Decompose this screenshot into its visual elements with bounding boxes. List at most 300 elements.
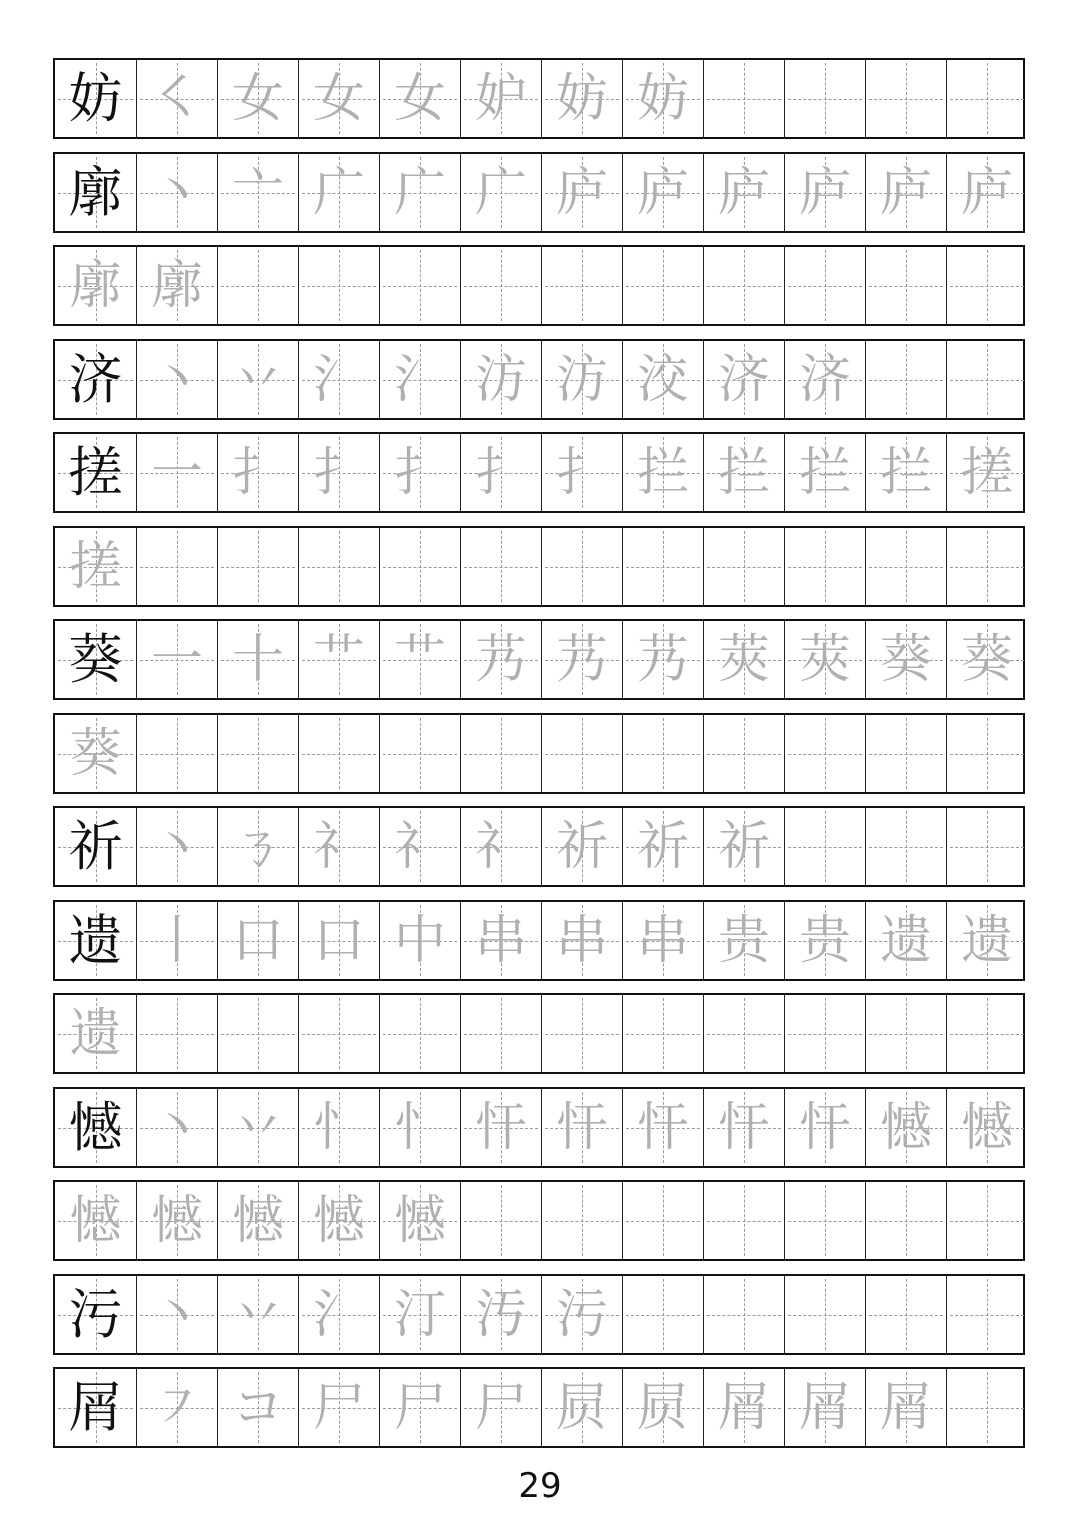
writing-cell[interactable]	[379, 1369, 460, 1446]
writing-cell[interactable]	[622, 60, 703, 137]
writing-cell[interactable]	[460, 154, 541, 231]
practice-row	[53, 619, 1025, 700]
character-glyph: 屃	[555, 1377, 608, 1438]
writing-cell[interactable]	[460, 1089, 541, 1166]
writing-cell[interactable]	[946, 1089, 1027, 1166]
writing-cell[interactable]	[217, 154, 298, 231]
writing-cell[interactable]	[865, 1369, 946, 1446]
writing-cell[interactable]	[217, 1182, 298, 1259]
character-glyph: 女	[393, 68, 446, 129]
writing-cell[interactable]	[136, 808, 217, 885]
writing-cell[interactable]	[946, 1369, 1027, 1446]
writing-cell[interactable]	[784, 1276, 865, 1353]
writing-cell[interactable]	[622, 1369, 703, 1446]
practice-row	[53, 900, 1025, 981]
writing-cell[interactable]	[865, 1089, 946, 1166]
character-glyph: 广	[393, 162, 446, 223]
character-glyph: 祈	[68, 814, 123, 878]
model-character-cell[interactable]	[55, 154, 136, 231]
character-glyph: 污	[68, 1282, 123, 1346]
writing-cell[interactable]	[379, 995, 460, 1072]
writing-cell[interactable]	[136, 1276, 217, 1353]
character-glyph: 扌	[312, 442, 365, 503]
character-glyph: 屃	[636, 1377, 689, 1438]
writing-cell[interactable]	[622, 1182, 703, 1259]
writing-cell[interactable]	[541, 1276, 622, 1353]
writing-cell[interactable]	[784, 808, 865, 885]
character-glyph: 忄	[312, 1097, 365, 1158]
character-glyph: 丶	[150, 816, 203, 877]
character-glyph: 十	[231, 629, 284, 690]
character-glyph: 礻	[393, 816, 446, 877]
writing-cell[interactable]	[703, 247, 784, 324]
writing-cell[interactable]	[865, 995, 946, 1072]
character-glyph: 艹	[312, 629, 365, 690]
writing-cell[interactable]	[298, 995, 379, 1072]
writing-cell[interactable]	[298, 154, 379, 231]
writing-cell[interactable]	[298, 808, 379, 885]
writing-cell[interactable]	[865, 1276, 946, 1353]
writing-cell[interactable]	[541, 715, 622, 792]
writing-cell[interactable]	[460, 1276, 541, 1353]
character-glyph: ㄋ	[231, 816, 284, 877]
character-glyph: 串	[555, 910, 608, 971]
writing-cell[interactable]	[703, 808, 784, 885]
character-glyph: ㇛	[150, 68, 203, 129]
writing-cell[interactable]	[379, 1276, 460, 1353]
character-glyph: 尸	[393, 1377, 446, 1438]
character-glyph: 贵	[717, 910, 770, 971]
writing-cell[interactable]	[622, 621, 703, 698]
character-glyph: 屑	[717, 1377, 770, 1438]
writing-cell[interactable]	[865, 1182, 946, 1259]
writing-cell[interactable]	[136, 715, 217, 792]
character-glyph: 遗	[69, 1003, 122, 1064]
character-glyph: 祈	[636, 816, 689, 877]
trace-character-cell[interactable]	[55, 528, 136, 605]
writing-cell[interactable]	[784, 528, 865, 605]
character-glyph: 扌	[474, 442, 527, 503]
writing-cell[interactable]	[541, 247, 622, 324]
trace-character-cell[interactable]	[55, 247, 136, 324]
model-character-cell[interactable]	[55, 1369, 136, 1446]
writing-cell[interactable]	[136, 528, 217, 605]
character-glyph: コ	[231, 1377, 284, 1438]
page-number: 29	[518, 1466, 562, 1506]
model-character-cell[interactable]	[55, 902, 136, 979]
writing-cell[interactable]	[136, 341, 217, 418]
writing-cell[interactable]	[541, 154, 622, 231]
writing-cell[interactable]	[298, 902, 379, 979]
character-glyph: 艿	[636, 629, 689, 690]
writing-cell[interactable]	[865, 60, 946, 137]
writing-cell[interactable]	[946, 902, 1027, 979]
writing-cell[interactable]	[946, 995, 1027, 1072]
character-glyph: 济	[717, 349, 770, 410]
character-glyph: 庐	[555, 162, 608, 223]
writing-cell[interactable]	[217, 60, 298, 137]
writing-cell[interactable]	[136, 1369, 217, 1446]
practice-row	[53, 713, 1025, 794]
practice-row	[53, 152, 1025, 233]
character-glyph: 汸	[555, 349, 608, 410]
writing-cell[interactable]	[379, 528, 460, 605]
character-glyph: 屑	[879, 1377, 932, 1438]
writing-cell[interactable]	[946, 715, 1027, 792]
writing-cell[interactable]	[298, 1182, 379, 1259]
writing-cell[interactable]	[460, 341, 541, 418]
writing-cell[interactable]	[217, 1276, 298, 1353]
writing-cell[interactable]	[298, 60, 379, 137]
writing-cell[interactable]	[379, 341, 460, 418]
character-glyph: 丶	[150, 162, 203, 223]
character-glyph: 憾	[69, 1190, 122, 1251]
writing-cell[interactable]	[298, 1369, 379, 1446]
character-glyph: 氵	[312, 1284, 365, 1345]
writing-cell[interactable]	[622, 1276, 703, 1353]
writing-cell[interactable]	[865, 621, 946, 698]
character-glyph: 忓	[555, 1097, 608, 1158]
character-glyph: 忓	[717, 1097, 770, 1158]
writing-cell[interactable]	[865, 902, 946, 979]
writing-cell[interactable]	[784, 247, 865, 324]
writing-cell[interactable]	[784, 434, 865, 511]
character-glyph: 尸	[312, 1377, 365, 1438]
writing-cell[interactable]	[946, 1182, 1027, 1259]
writing-cell[interactable]	[136, 1182, 217, 1259]
writing-cell[interactable]	[217, 341, 298, 418]
writing-cell[interactable]	[946, 528, 1027, 605]
writing-cell[interactable]	[784, 902, 865, 979]
character-glyph: 莢	[798, 629, 851, 690]
writing-cell[interactable]	[379, 154, 460, 231]
character-glyph: 葵	[879, 629, 932, 690]
writing-cell[interactable]	[703, 60, 784, 137]
practice-row	[53, 1367, 1025, 1448]
writing-cell[interactable]	[703, 902, 784, 979]
writing-cell[interactable]	[703, 1369, 784, 1446]
writing-cell[interactable]	[622, 154, 703, 231]
writing-cell[interactable]	[460, 621, 541, 698]
character-glyph: 庐	[798, 162, 851, 223]
character-glyph: 憾	[150, 1190, 203, 1251]
practice-row	[53, 339, 1025, 420]
character-glyph: 搓	[960, 442, 1013, 503]
writing-cell[interactable]	[622, 902, 703, 979]
writing-cell[interactable]	[541, 621, 622, 698]
writing-cell[interactable]	[460, 995, 541, 1072]
writing-cell[interactable]	[541, 995, 622, 1072]
writing-cell[interactable]	[379, 902, 460, 979]
writing-cell[interactable]	[703, 1182, 784, 1259]
model-character-cell[interactable]	[55, 1276, 136, 1353]
writing-cell[interactable]	[541, 528, 622, 605]
character-glyph: 汀	[393, 1284, 446, 1345]
writing-cell[interactable]	[946, 808, 1027, 885]
writing-cell[interactable]	[622, 341, 703, 418]
writing-cell[interactable]	[460, 247, 541, 324]
character-glyph: 贵	[798, 910, 851, 971]
writing-cell[interactable]	[703, 154, 784, 231]
writing-cell[interactable]	[217, 1369, 298, 1446]
writing-cell[interactable]	[379, 715, 460, 792]
character-glyph: 葵	[960, 629, 1013, 690]
character-glyph: 一	[150, 629, 203, 690]
writing-cell[interactable]	[379, 247, 460, 324]
trace-character-cell[interactable]	[55, 715, 136, 792]
writing-cell[interactable]	[298, 1276, 379, 1353]
character-glyph: 丨	[150, 910, 203, 971]
character-glyph: 拦	[798, 442, 851, 503]
character-glyph: 丷	[231, 1097, 284, 1158]
model-character-cell[interactable]	[55, 621, 136, 698]
character-glyph: 汸	[474, 349, 527, 410]
character-glyph: 扌	[393, 442, 446, 503]
character-glyph: 憾	[879, 1097, 932, 1158]
writing-cell[interactable]	[865, 808, 946, 885]
writing-cell[interactable]	[622, 247, 703, 324]
writing-cell[interactable]	[784, 995, 865, 1072]
writing-cell[interactable]	[703, 715, 784, 792]
writing-cell[interactable]	[865, 715, 946, 792]
character-glyph: 艿	[474, 629, 527, 690]
writing-cell[interactable]	[298, 341, 379, 418]
writing-cell[interactable]	[541, 341, 622, 418]
writing-cell[interactable]	[460, 60, 541, 137]
writing-cell[interactable]	[460, 808, 541, 885]
writing-cell[interactable]	[622, 1089, 703, 1166]
practice-row	[53, 806, 1025, 887]
writing-cell[interactable]	[460, 1369, 541, 1446]
writing-cell[interactable]	[622, 995, 703, 1072]
trace-character-cell[interactable]	[55, 995, 136, 1072]
character-glyph: 串	[474, 910, 527, 971]
character-glyph: 庐	[960, 162, 1013, 223]
practice-row	[53, 1274, 1025, 1355]
model-character-cell[interactable]	[55, 434, 136, 511]
character-glyph: 屑	[68, 1375, 123, 1439]
practice-row	[53, 1087, 1025, 1168]
writing-cell[interactable]	[460, 902, 541, 979]
writing-cell[interactable]	[541, 1089, 622, 1166]
writing-cell[interactable]	[541, 60, 622, 137]
character-glyph: 中	[393, 910, 446, 971]
writing-cell[interactable]	[460, 715, 541, 792]
writing-cell[interactable]	[784, 1089, 865, 1166]
writing-cell[interactable]	[703, 995, 784, 1072]
character-glyph: 搓	[68, 440, 123, 504]
character-glyph: 广	[312, 162, 365, 223]
writing-cell[interactable]	[703, 1089, 784, 1166]
character-glyph: 污	[555, 1284, 608, 1345]
character-glyph: 一	[150, 442, 203, 503]
writing-cell[interactable]	[622, 715, 703, 792]
character-glyph: 妒	[474, 68, 527, 129]
writing-cell[interactable]	[703, 341, 784, 418]
writing-cell[interactable]	[379, 621, 460, 698]
writing-cell[interactable]	[865, 247, 946, 324]
writing-cell[interactable]	[298, 528, 379, 605]
writing-cell[interactable]	[298, 434, 379, 511]
practice-row	[53, 993, 1025, 1074]
writing-cell[interactable]	[460, 1182, 541, 1259]
writing-cell[interactable]	[460, 528, 541, 605]
character-glyph: 汚	[474, 1284, 527, 1345]
character-glyph: 忓	[636, 1097, 689, 1158]
writing-cell[interactable]	[703, 528, 784, 605]
writing-cell[interactable]	[946, 60, 1027, 137]
character-glyph: 遗	[879, 910, 932, 971]
writing-cell[interactable]	[136, 621, 217, 698]
writing-cell[interactable]	[784, 715, 865, 792]
character-glyph: 艿	[555, 629, 608, 690]
trace-character-cell[interactable]	[55, 1182, 136, 1259]
character-glyph: 广	[474, 162, 527, 223]
writing-cell[interactable]	[622, 434, 703, 511]
writing-cell[interactable]	[946, 621, 1027, 698]
character-glyph: 扌	[555, 442, 608, 503]
character-glyph: 廓	[150, 255, 203, 316]
writing-cell[interactable]	[622, 808, 703, 885]
character-glyph: 丷	[231, 1284, 284, 1345]
writing-cell[interactable]	[541, 1369, 622, 1446]
writing-cell[interactable]	[136, 247, 217, 324]
character-glyph: 济	[798, 349, 851, 410]
writing-cell[interactable]	[217, 902, 298, 979]
character-glyph: 洨	[636, 349, 689, 410]
character-glyph: 憾	[68, 1095, 123, 1159]
character-glyph: 拦	[879, 442, 932, 503]
writing-cell[interactable]	[541, 902, 622, 979]
character-glyph: 葵	[68, 627, 123, 691]
practice-row	[53, 432, 1025, 513]
writing-cell[interactable]	[946, 247, 1027, 324]
writing-cell[interactable]	[784, 154, 865, 231]
writing-cell[interactable]	[460, 434, 541, 511]
practice-row	[53, 1180, 1025, 1261]
writing-cell[interactable]	[946, 154, 1027, 231]
character-glyph: 遗	[960, 910, 1013, 971]
writing-cell[interactable]	[379, 808, 460, 885]
character-glyph: 亠	[231, 162, 284, 223]
writing-cell[interactable]	[379, 1182, 460, 1259]
writing-cell[interactable]	[865, 528, 946, 605]
character-glyph: 济	[68, 347, 123, 411]
writing-cell[interactable]	[298, 621, 379, 698]
character-glyph: 口	[231, 910, 284, 971]
character-glyph: 祈	[555, 816, 608, 877]
writing-cell[interactable]	[865, 154, 946, 231]
character-glyph: 丶	[150, 1284, 203, 1345]
character-glyph: 女	[231, 68, 284, 129]
writing-cell[interactable]	[703, 621, 784, 698]
character-glyph: 憾	[393, 1190, 446, 1251]
writing-cell[interactable]	[298, 247, 379, 324]
writing-cell[interactable]	[136, 995, 217, 1072]
writing-cell[interactable]	[784, 341, 865, 418]
writing-cell[interactable]	[784, 60, 865, 137]
writing-cell[interactable]	[946, 1276, 1027, 1353]
character-glyph: 忄	[393, 1097, 446, 1158]
model-character-cell[interactable]	[55, 808, 136, 885]
model-character-cell[interactable]	[55, 341, 136, 418]
character-glyph: 庐	[636, 162, 689, 223]
writing-cell[interactable]	[784, 621, 865, 698]
practice-row	[53, 245, 1025, 326]
writing-cell[interactable]	[784, 1369, 865, 1446]
writing-cell[interactable]	[541, 434, 622, 511]
character-glyph: 莢	[717, 629, 770, 690]
writing-cell[interactable]	[136, 434, 217, 511]
model-character-cell[interactable]	[55, 1089, 136, 1166]
writing-cell[interactable]	[946, 434, 1027, 511]
writing-cell[interactable]	[946, 341, 1027, 418]
writing-cell[interactable]	[136, 60, 217, 137]
character-glyph: 忓	[474, 1097, 527, 1158]
writing-cell[interactable]	[379, 1089, 460, 1166]
writing-cell[interactable]	[217, 808, 298, 885]
writing-cell[interactable]	[217, 247, 298, 324]
character-glyph: 拦	[717, 442, 770, 503]
writing-cell[interactable]	[298, 1089, 379, 1166]
character-glyph: 憾	[960, 1097, 1013, 1158]
writing-cell[interactable]	[703, 434, 784, 511]
character-glyph: 丶	[150, 1097, 203, 1158]
writing-cell[interactable]	[379, 434, 460, 511]
writing-cell[interactable]	[217, 995, 298, 1072]
character-glyph: 庐	[879, 162, 932, 223]
character-glyph: ㇇	[150, 1377, 203, 1438]
character-glyph: 屑	[798, 1377, 851, 1438]
character-glyph: 艹	[393, 629, 446, 690]
writing-cell[interactable]	[136, 154, 217, 231]
character-glyph: 丷	[231, 349, 284, 410]
writing-cell[interactable]	[541, 808, 622, 885]
character-glyph: 口	[312, 910, 365, 971]
writing-cell[interactable]	[217, 621, 298, 698]
character-glyph: 礻	[312, 816, 365, 877]
writing-cell[interactable]	[217, 1089, 298, 1166]
writing-cell[interactable]	[379, 60, 460, 137]
character-glyph: 廓	[69, 255, 122, 316]
character-glyph: 忓	[798, 1097, 851, 1158]
writing-cell[interactable]	[622, 528, 703, 605]
writing-cell[interactable]	[541, 1182, 622, 1259]
character-glyph: 拦	[636, 442, 689, 503]
writing-cell[interactable]	[136, 902, 217, 979]
writing-cell[interactable]	[784, 1182, 865, 1259]
character-glyph: 葵	[69, 723, 122, 784]
character-glyph: 妨	[636, 68, 689, 129]
character-glyph: 串	[636, 910, 689, 971]
writing-cell[interactable]	[217, 715, 298, 792]
character-glyph: 搓	[69, 536, 122, 597]
writing-cell[interactable]	[703, 1276, 784, 1353]
character-glyph: 憾	[231, 1190, 284, 1251]
character-glyph: 丶	[150, 349, 203, 410]
writing-cell[interactable]	[865, 341, 946, 418]
writing-cell[interactable]	[136, 1089, 217, 1166]
writing-cell[interactable]	[298, 715, 379, 792]
character-glyph: 妨	[68, 66, 123, 130]
writing-cell[interactable]	[217, 528, 298, 605]
writing-cell[interactable]	[865, 434, 946, 511]
writing-cell[interactable]	[217, 434, 298, 511]
character-glyph: 氵	[393, 349, 446, 410]
practice-row	[53, 526, 1025, 607]
character-glyph: 氵	[312, 349, 365, 410]
model-character-cell[interactable]	[55, 60, 136, 137]
